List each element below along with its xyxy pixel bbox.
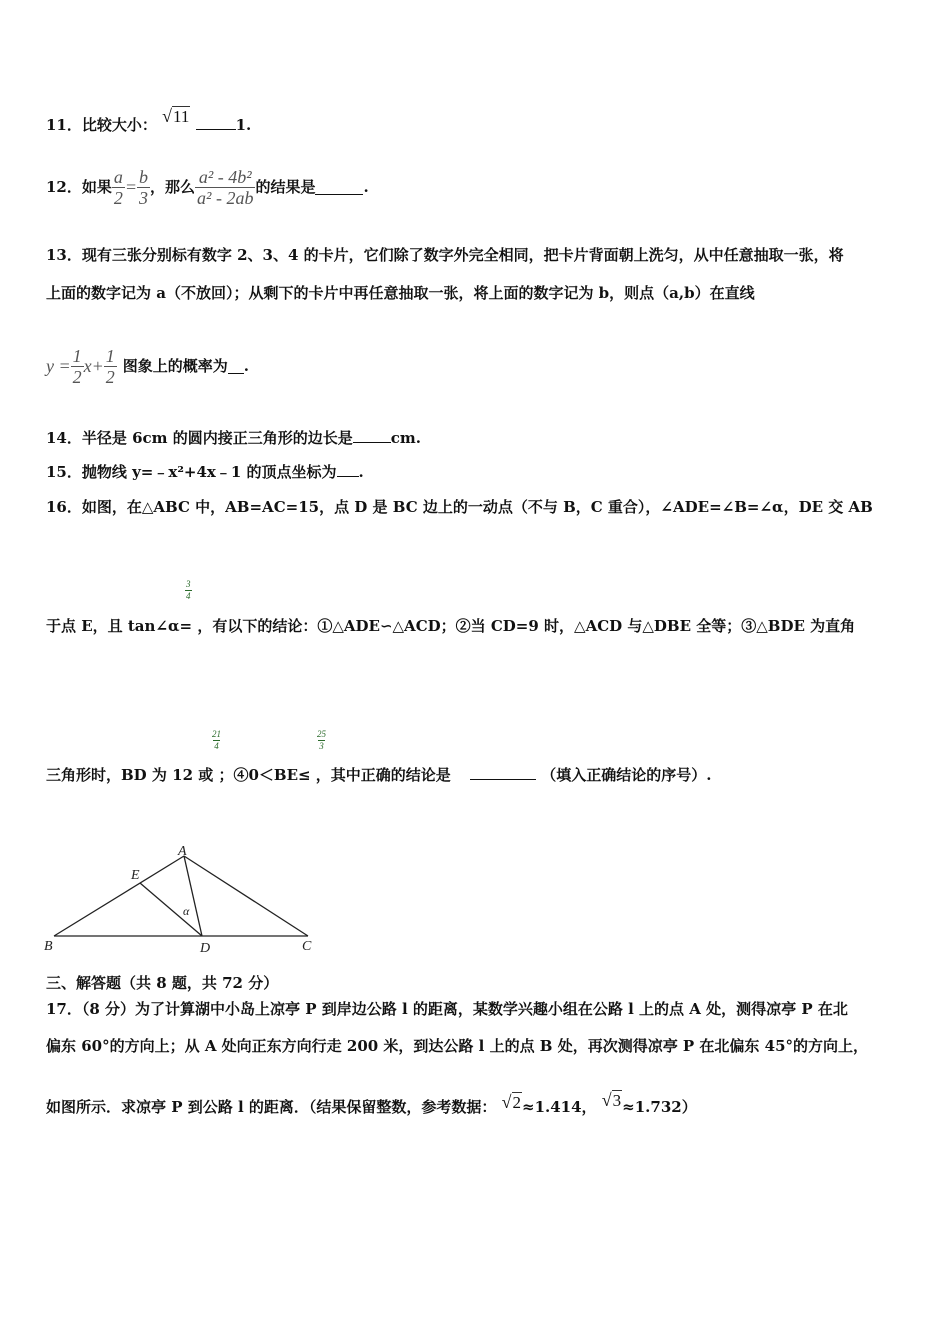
question-13-line1: 13．现有三张分别标有数字 2、3、4 的卡片，它们除了数字外完全相同，把卡片背面朝上洗匀，从中任意抽取一张，将 — [46, 246, 844, 264]
question-16-line2: 于点 E，且 tan∠α= ，有以下的结论：①△ADE∽△ACD；②当 CD=9 时，△ACD 与△DBE 全等；③△BDE 为直角 — [46, 617, 856, 635]
question-16-line1: 16．如图，在△ABC 中，AB=AC=15，点 D 是 BC 边上的一动点（不与 B，C 重合），∠ADE=∠B=∠α，DE 交 AB — [46, 498, 873, 516]
label-d: D — [200, 941, 211, 956]
q12-frac-a2: $\frac{a}{2}$ — [113, 166, 123, 208]
sqrt-11: √11 — [162, 106, 190, 126]
q15-blank — [337, 462, 359, 477]
segment-ab — [54, 856, 184, 936]
q15-end: . — [358, 463, 364, 481]
segment-ad — [184, 856, 202, 936]
bd-fraction: 21 4 — [212, 729, 221, 751]
q17-approx-1: ≈1.414， — [522, 1098, 597, 1116]
q17-text: 如图所示．求凉亭 P 到公路 l 的距离．（结果保留整数，参考数据： — [46, 1098, 497, 1116]
q11-answer: 1. — [235, 116, 252, 134]
q12-mid: ，那么 — [150, 178, 196, 196]
q15-text: 15．抛物线 y=﹣x²+4x﹣1 的顶点坐标为 — [46, 463, 337, 481]
question-16-line3 — [46, 765, 712, 785]
q13-tail: 图象上的概率为 — [122, 357, 228, 375]
q14-blank — [353, 428, 391, 443]
tan-alpha-fraction: 3 4 — [186, 579, 191, 601]
q11-blank — [196, 115, 236, 130]
q12-expression: $\frac{\text{a² - 4b²}}{\text{a² - 2ab}}$ — [197, 166, 254, 208]
sqrt-3: √3 — [601, 1090, 622, 1110]
q13-x-plus: x+ — [83, 356, 104, 376]
section-3-title: 三、解答题（共 8 题，共 72 分） — [46, 974, 279, 992]
q13-blank — [228, 359, 244, 374]
q12-frac-b3: $\frac{b}{3}$ — [139, 166, 149, 208]
segment-ac — [184, 856, 308, 936]
label-b: B — [44, 939, 53, 954]
question-17-line3 — [46, 1090, 697, 1117]
question-13-line2: 上面的数字记为 a（不放回）；从剩下的卡片中再任意抽取一张，将上面的数字记为 b，则点（a,b）在直线 — [46, 284, 755, 302]
q14-text: 14．半径是 6cm 的圆内接正三角形的边长是 — [46, 429, 353, 447]
sqrt-2: √2 — [501, 1092, 521, 1112]
question-11 — [46, 106, 252, 135]
q12-blank — [315, 180, 363, 195]
q16-answer-blank — [470, 765, 536, 780]
q11-label: 11．比较大小： — [46, 116, 157, 134]
q12-suffix: 的结果是 — [255, 178, 316, 196]
q13-frac-2: $\frac{1}{2}$ — [105, 345, 115, 387]
be-fraction: 25 3 — [317, 729, 326, 751]
q17-approx-2: ≈1.732） — [622, 1098, 697, 1116]
question-15 — [46, 462, 364, 482]
label-a: A — [178, 844, 187, 859]
question-13-line3 — [46, 343, 249, 389]
segment-de — [140, 883, 202, 936]
q14-end: cm. — [390, 429, 421, 447]
question-14 — [46, 428, 421, 448]
label-e: E — [131, 868, 140, 883]
q12-end: . — [363, 178, 369, 196]
q13-y-equals: y = — [46, 356, 71, 376]
label-c: C — [302, 939, 312, 954]
question-12 — [46, 162, 369, 212]
q13-frac-1: $\frac{1}{2}$ — [72, 345, 82, 387]
question-17-line1: 17．（8 分）为了计算湖中小岛上凉亭 P 到岸边公路 l 的距离，某数学兴趣小组在公路 l 上的点 A 处，测得凉亭 P 在北 — [46, 1000, 848, 1018]
q16-line3-tail: （填入正确结论的序号）. — [541, 766, 712, 784]
q16-line3-text: 三角形时，BD 为 12 或 ；④0＜BE≤ ，其中正确的结论是 — [46, 766, 451, 784]
question-17-line2: 偏东 60°的方向上；从 A 处向正东方向行走 200 米，到达公路 l 上的点 B 处，再次测得凉亭 P 在北偏东 45°的方向上， — [46, 1037, 869, 1055]
q12-prefix: 12．如果 — [46, 178, 112, 196]
label-alpha: α — [183, 904, 190, 918]
q13-end: . — [243, 357, 250, 375]
q12-equals: = — [124, 177, 138, 197]
triangle-figure — [40, 842, 330, 958]
